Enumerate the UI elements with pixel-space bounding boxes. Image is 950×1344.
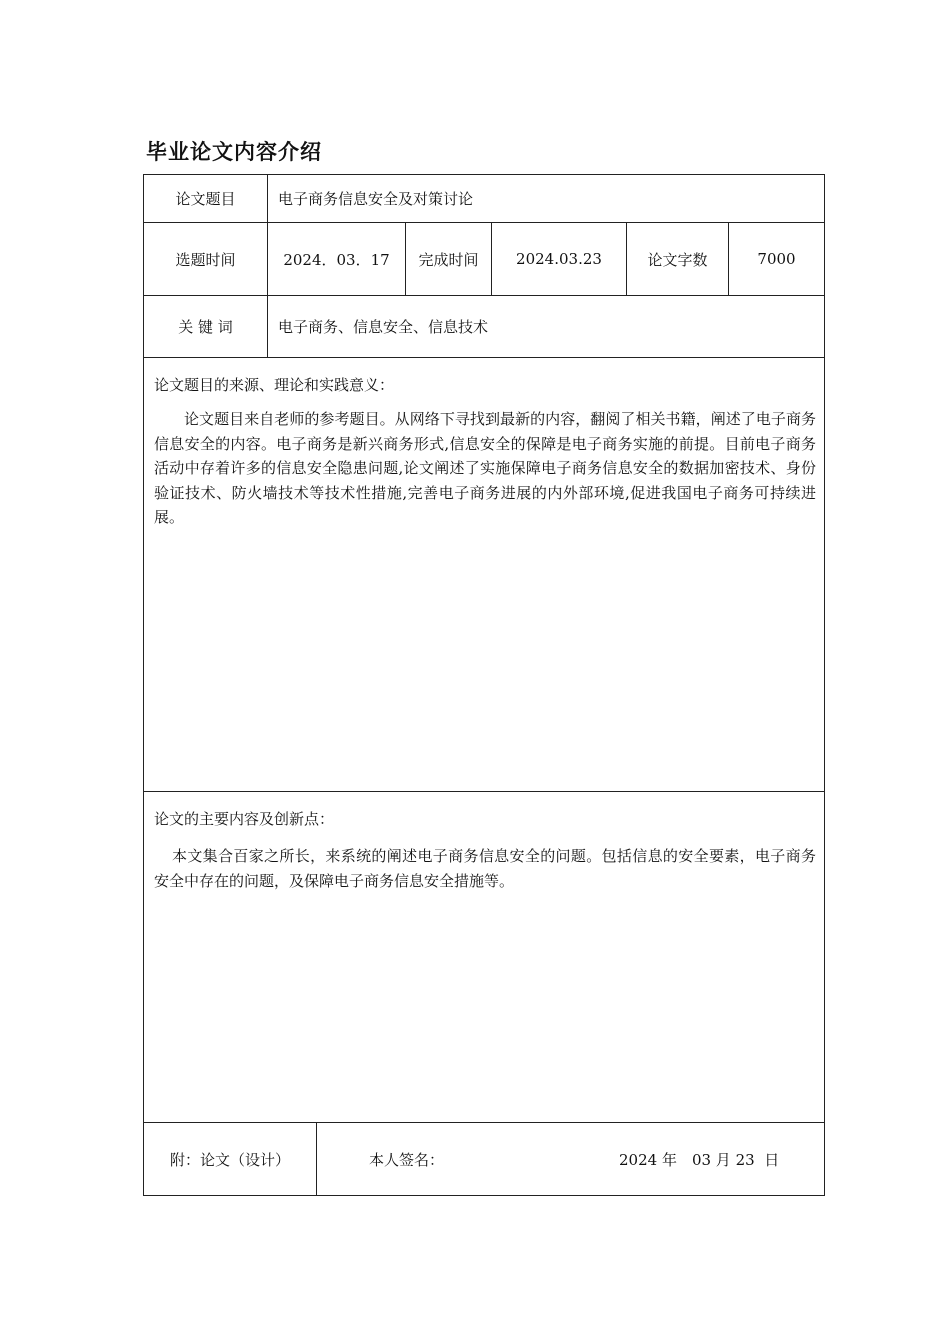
source-body: 论文题目来自老师的参考题目。从网络下寻找到最新的内容，翻阅了相关书籍，阐述了电子商务信息安全的内容。电子商务是新兴商务形式,信息安全的保障是电子商务实施的前提。目前电子商务活动中存着许多的信息安全隐患问题,论文阐述了实施保障电子商务信息安全的数据加密技术、身份验证技术、防火墙技术等技术性措施,完善电子商务进展的内外部环境,促进我国电子商务可持续进展。 bbox=[154, 410, 816, 526]
source-heading: 论文题目的来源、理论和实践意义： bbox=[154, 376, 395, 394]
dates-row bbox=[144, 223, 824, 296]
select-time-value: 2024．03．17 bbox=[267, 223, 405, 295]
topic-value: 电子商务信息安全及对策讨论 bbox=[267, 175, 824, 222]
source-section bbox=[144, 358, 824, 792]
select-time-label: 选题时间 bbox=[175, 250, 236, 269]
content-heading: 论文的主要内容及创新点： bbox=[154, 810, 335, 828]
word-count-value: 7000 bbox=[728, 223, 824, 295]
keywords-value: 电子商务、信息安全、信息技术 bbox=[267, 296, 824, 357]
attachment-label: 附：论文（设计） bbox=[169, 1150, 290, 1169]
topic-row bbox=[144, 175, 824, 223]
complete-time-value: 2024.03.23 bbox=[491, 223, 626, 295]
topic-label: 论文题目 bbox=[175, 190, 236, 208]
content-section bbox=[144, 792, 824, 1123]
signature-label: 本人签名： bbox=[369, 1150, 445, 1169]
signature-date: 2024 年 03 月 23 日 bbox=[619, 1150, 780, 1169]
keywords-label: 关 键 词 bbox=[178, 318, 233, 336]
signature-cell bbox=[316, 1123, 824, 1195]
thesis-form-table bbox=[143, 174, 825, 1196]
complete-time-label: 完成时间 bbox=[405, 223, 491, 295]
page-title: 毕业论文内容介绍 bbox=[146, 140, 322, 164]
keywords-row bbox=[144, 296, 824, 358]
footer-row bbox=[144, 1123, 824, 1195]
content-body: 本文集合百家之所长，来系统的阐述电子商务信息安全的问题。包括信息的安全要素，电子商务安全中存在的问题，及保障电子商务信息安全措施等。 bbox=[154, 847, 816, 890]
word-count-label: 论文字数 bbox=[626, 223, 728, 295]
